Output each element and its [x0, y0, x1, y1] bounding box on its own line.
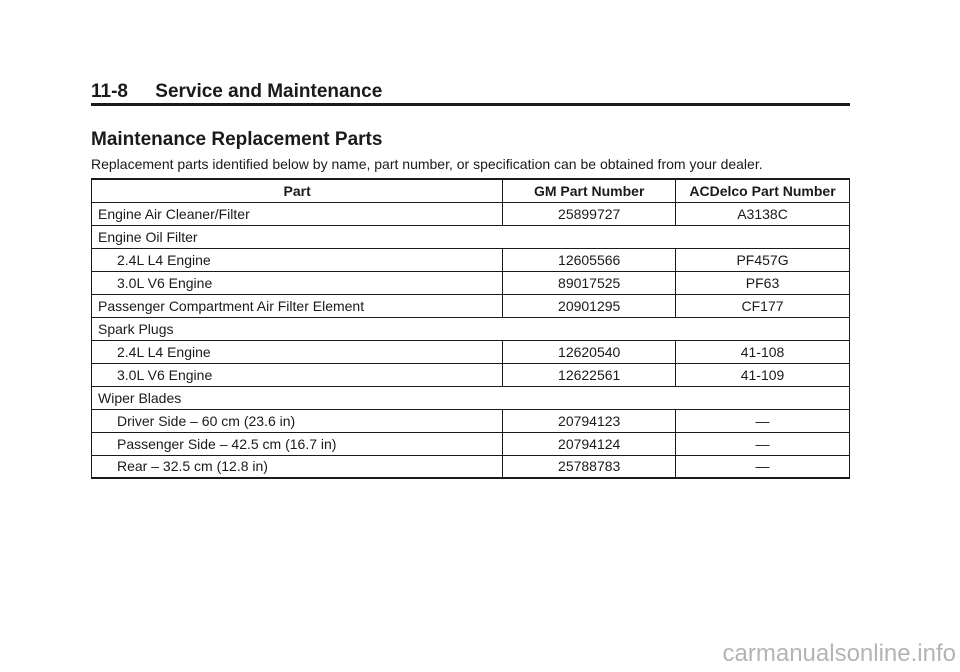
gm-part-number-cell: 12622561 — [503, 363, 676, 386]
table-header-row — [92, 179, 850, 202]
table-row — [92, 202, 850, 225]
table-row — [92, 363, 850, 386]
parts-table — [91, 178, 850, 479]
gm-part-number-cell: 25899727 — [503, 202, 676, 225]
acdelco-part-number-cell: — — [676, 432, 850, 455]
acdelco-part-number-cell: — — [676, 409, 850, 432]
page-number: 11-8 — [91, 81, 128, 102]
table-row — [92, 455, 850, 478]
gm-part-number-cell: 12605566 — [503, 248, 676, 271]
page-header — [91, 80, 850, 104]
table-row — [92, 432, 850, 455]
group-label-cell: Wiper Blades — [92, 386, 850, 409]
acdelco-part-number-cell: — — [676, 455, 850, 478]
column-header-acdelco-part-number: ACDelco Part Number — [676, 179, 850, 202]
part-name-cell: 2.4L L4 Engine — [92, 340, 503, 363]
column-header-part: Part — [92, 179, 503, 202]
gm-part-number-cell: 25788783 — [503, 455, 676, 478]
group-label-cell: Engine Oil Filter — [92, 225, 850, 248]
part-name-cell: Passenger Compartment Air Filter Element — [92, 294, 503, 317]
part-name-cell: 3.0L V6 Engine — [92, 363, 503, 386]
watermark: carmanualsonline.info — [722, 640, 956, 667]
part-name-cell: 2.4L L4 Engine — [92, 248, 503, 271]
gm-part-number-cell: 20794124 — [503, 432, 676, 455]
acdelco-part-number-cell: 41-108 — [676, 340, 850, 363]
part-name-cell: 3.0L V6 Engine — [92, 271, 503, 294]
table-row — [92, 248, 850, 271]
intro-text: Replacement parts identified below by name, part number, or specification can be obtained from your dealer. — [91, 156, 763, 172]
acdelco-part-number-cell: 41-109 — [676, 363, 850, 386]
section-title: Maintenance Replacement Parts — [91, 129, 383, 150]
table-row — [92, 225, 850, 248]
part-name-cell: Passenger Side – 42.5 cm (16.7 in) — [92, 432, 503, 455]
acdelco-part-number-cell: CF177 — [676, 294, 850, 317]
table-row — [92, 386, 850, 409]
table-row — [92, 271, 850, 294]
table-row — [92, 340, 850, 363]
part-name-cell: Driver Side – 60 cm (23.6 in) — [92, 409, 503, 432]
part-name-cell: Engine Air Cleaner/Filter — [92, 202, 503, 225]
part-name-cell: Rear – 32.5 cm (12.8 in) — [92, 455, 503, 478]
table-row — [92, 294, 850, 317]
table-row — [92, 317, 850, 340]
header-rule — [91, 103, 850, 106]
table-row — [92, 409, 850, 432]
acdelco-part-number-cell: A3138C — [676, 202, 850, 225]
group-label-cell: Spark Plugs — [92, 317, 850, 340]
section-name: Service and Maintenance — [155, 81, 383, 102]
gm-part-number-cell: 20901295 — [503, 294, 676, 317]
acdelco-part-number-cell: PF63 — [676, 271, 850, 294]
gm-part-number-cell: 20794123 — [503, 409, 676, 432]
gm-part-number-cell: 12620540 — [503, 340, 676, 363]
acdelco-part-number-cell: PF457G — [676, 248, 850, 271]
parts-table-body — [92, 202, 850, 478]
gm-part-number-cell: 89017525 — [503, 271, 676, 294]
column-header-gm-part-number: GM Part Number — [503, 179, 676, 202]
